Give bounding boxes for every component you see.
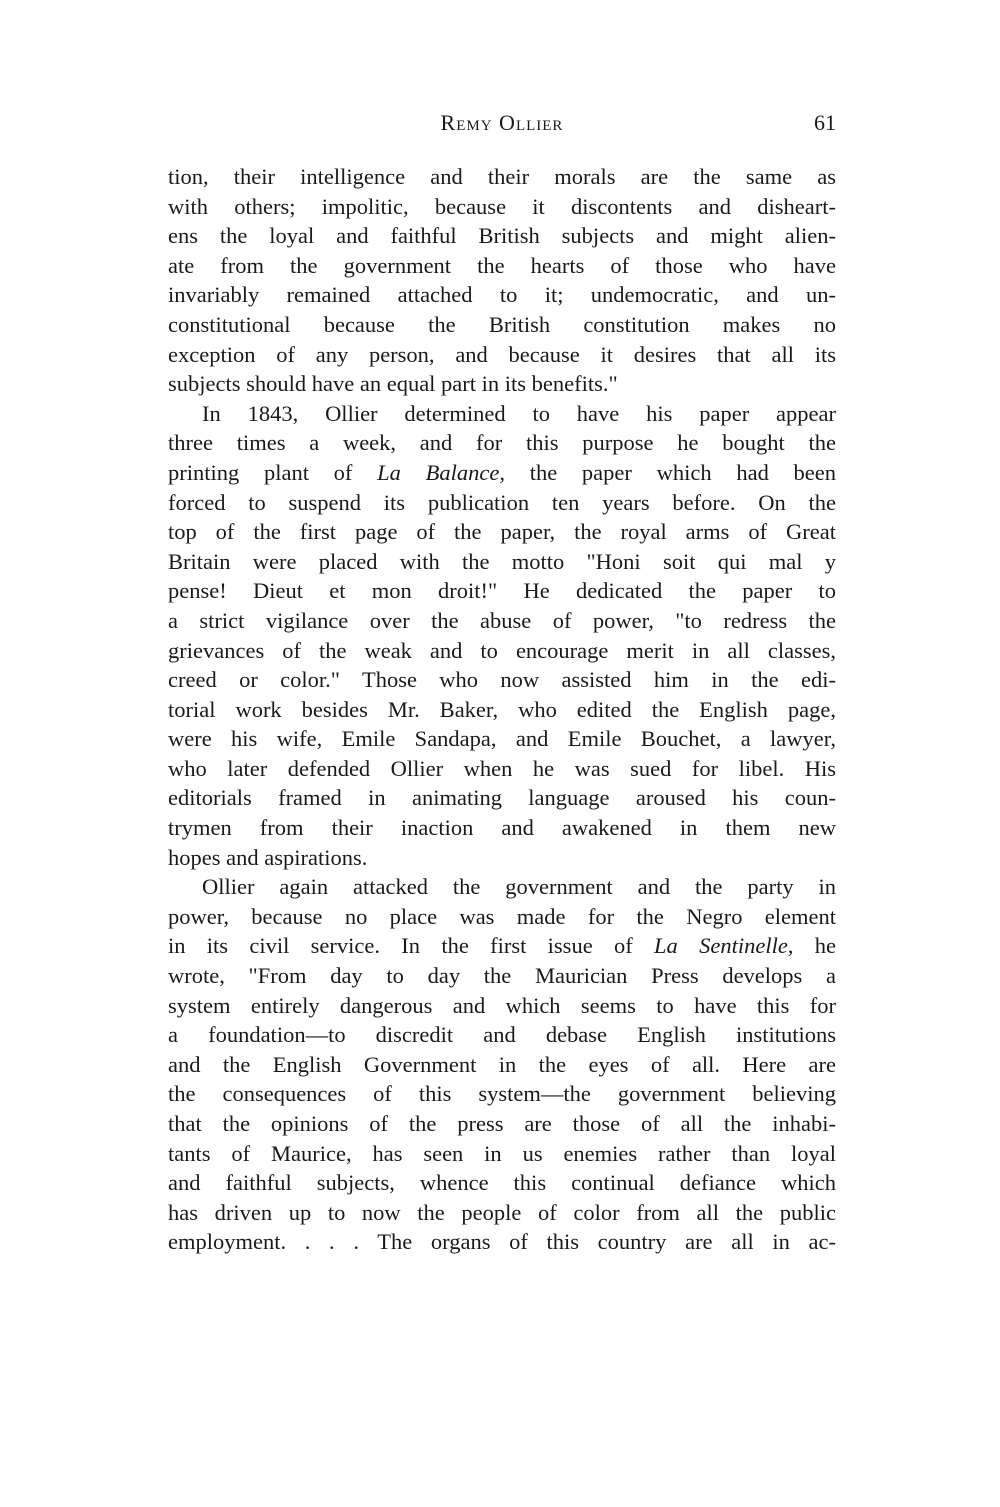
text-line: constitutional because the British constitution makes no (168, 311, 836, 337)
text-line: pense! Dieut et mon droit!" He dedicated the paper to (168, 578, 836, 604)
italic-title: La Sentinelle, (654, 933, 794, 959)
text-line: the consequences of this system—the government believing (168, 1081, 836, 1107)
text-line: with others; impolitic, because it discontents and disheart- (168, 193, 836, 219)
running-title: Remy Ollier (440, 110, 564, 135)
text-line: and faithful subjects, whence this continual defiance which (168, 1170, 836, 1196)
text-line: a foundation—to discredit and debase English institutions (168, 1022, 836, 1048)
italic-title: La Balance, (377, 459, 505, 485)
text-line: invariably remained attached to it; undemocratic, and un- (168, 282, 836, 308)
text-line: that the opinions of the press are those of all the inhabi- (168, 1111, 836, 1136)
text-line: ate from the government the hearts of those who have (168, 252, 836, 278)
text-segment: he (793, 933, 836, 959)
text-line: hopes and aspirations. (168, 844, 368, 870)
text-line: top of the first page of the paper, the royal arms of Great (168, 519, 836, 545)
text-line: creed or color." Those who now assisted him in the edi- (168, 667, 836, 693)
page-number: 61 (814, 110, 836, 135)
text-line: trymen from their inaction and awakened in them new (168, 815, 836, 841)
body-text (168, 162, 836, 1257)
text-line: and the English Government in the eyes of all. Here are (168, 1051, 836, 1077)
text-segment: the paper which had been (505, 459, 837, 485)
text-segment: printing plant of (168, 459, 378, 485)
text-line: a strict vigilance over the abuse of power, "to redress the (168, 607, 836, 633)
text-line: tants of Maurice, has seen in us enemies rather than loyal (168, 1140, 836, 1166)
text-line: who later defended Ollier when he was sued for libel. His (168, 755, 836, 781)
text-line: In 1843, Ollier determined to have his paper appear (202, 400, 836, 426)
text-line: system entirely dangerous and which seems to have this for (168, 992, 836, 1018)
text-line: torial work besides Mr. Baker, who edited the English page, (168, 696, 836, 722)
text-line: were his wife, Emile Sandapa, and Emile Bouchet, a lawyer, (168, 726, 836, 752)
text-line: power, because no place was made for the Negro element (168, 903, 836, 929)
text-line (168, 931, 836, 961)
text-line: wrote, "From day to day the Maurician Press develops a (168, 963, 836, 989)
text-line: three times a week, and for this purpose he bought the (168, 430, 836, 456)
running-head (168, 110, 836, 146)
text-line: Britain were placed with the motto "Honi soit qui mal y (168, 548, 836, 574)
text-line: grievances of the weak and to encourage merit in all classes, (168, 637, 836, 663)
text-line: Ollier again attacked the government and the party in (202, 874, 836, 900)
text-line: has driven up to now the people of color from all the public (168, 1199, 836, 1225)
text-line: employment. . . . The organs of this country are all in ac- (168, 1229, 836, 1255)
text-line: forced to suspend its publication ten years before. On the (168, 489, 836, 515)
text-line: editorials framed in animating language aroused his coun- (168, 785, 836, 811)
text-line: subjects should have an equal part in its benefits." (168, 371, 618, 397)
text-line: exception of any person, and because it desires that all its (168, 341, 836, 367)
text-line: tion, their intelligence and their morals are the same as (168, 164, 836, 189)
text-line: ens the loyal and faithful British subjects and might alien- (168, 223, 836, 249)
text-segment: in its civil service. In the first issue of (168, 933, 655, 959)
text-line (168, 458, 836, 488)
